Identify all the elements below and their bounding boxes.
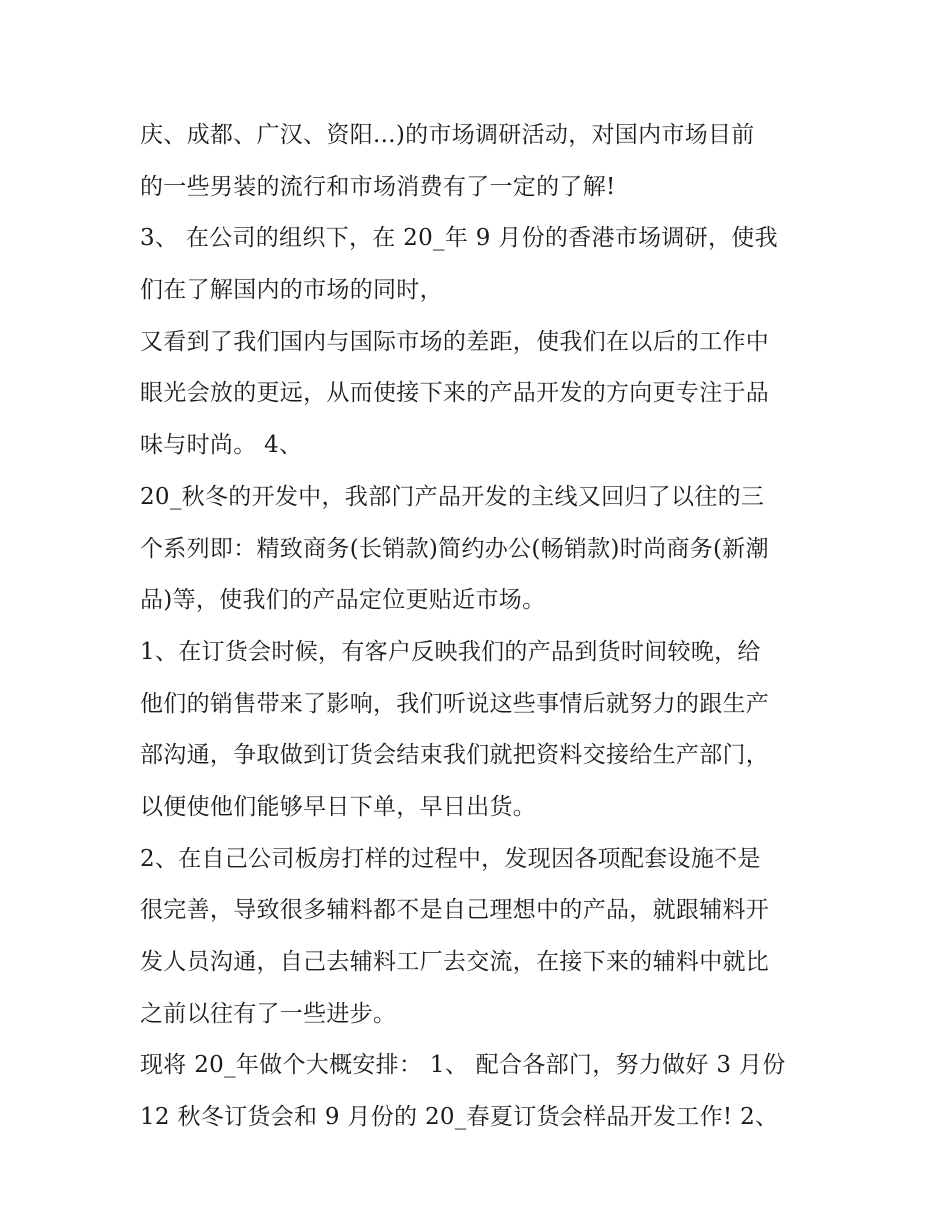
text-line: 12 秋冬订货会和 9 月份的 20_春夏订货会样品开发工作! 2、 xyxy=(140,1104,779,1131)
document-body xyxy=(140,110,830,1144)
text-line: 又看到了我们国内与国际市场的差距，使我们在以后的工作中 xyxy=(140,328,770,355)
text-line: 眼光会放的更远，从而使接下来的产品开发的方向更专注于品 xyxy=(140,380,770,407)
text-line: 个系列即：精致商务(长销款)简约办公(畅销款)时尚商务(新潮 xyxy=(140,535,769,562)
text-line: 20_秋冬的开发中，我部门产品开发的主线又回归了以往的三 xyxy=(140,483,765,510)
text-line: 以便使他们能够早日下单，早日出货。 xyxy=(140,793,537,820)
text-line: 的一些男装的流行和市场消费有了一定的了解! xyxy=(140,173,616,200)
text-line: 现将 20_年做个大概安排： 1、 配合各部门，努力做好 3 月份 xyxy=(140,1052,786,1079)
text-line: 之前以往有了一些进步。 xyxy=(140,1000,397,1027)
text-line: 庆、成都、广汉、资阳...)的市场调研活动，对国内市场目前 xyxy=(140,122,755,148)
text-line: 3、 在公司的组织下，在 20_年 9 月份的香港市场调研，使我 xyxy=(140,225,778,252)
text-line: 他们的销售带来了影响，我们听说这些事情后就努力的跟生产 xyxy=(140,690,770,717)
text-line: 品)等，使我们的产品定位更贴近市场。 xyxy=(140,587,546,614)
text-line: 很完善，导致很多辅料都不是自己理想中的产品，就跟辅料开 xyxy=(140,897,770,924)
text-line: 1、在订货会时候，有客户反映我们的产品到货时间较晚，给 xyxy=(140,638,761,665)
text-line: 部沟通，争取做到订货会结束我们就把资料交接给生产部门， xyxy=(140,742,770,769)
text-line: 们在了解国内的市场的同时， xyxy=(140,277,443,304)
text-line: 发人员沟通，自己去辅料工厂去交流，在接下来的辅料中就比 xyxy=(140,949,770,975)
text-line: 2、在自己公司板房打样的过程中，发现因各项配套设施不是 xyxy=(140,845,761,872)
text-line: 味与时尚。 4、 xyxy=(140,432,303,459)
